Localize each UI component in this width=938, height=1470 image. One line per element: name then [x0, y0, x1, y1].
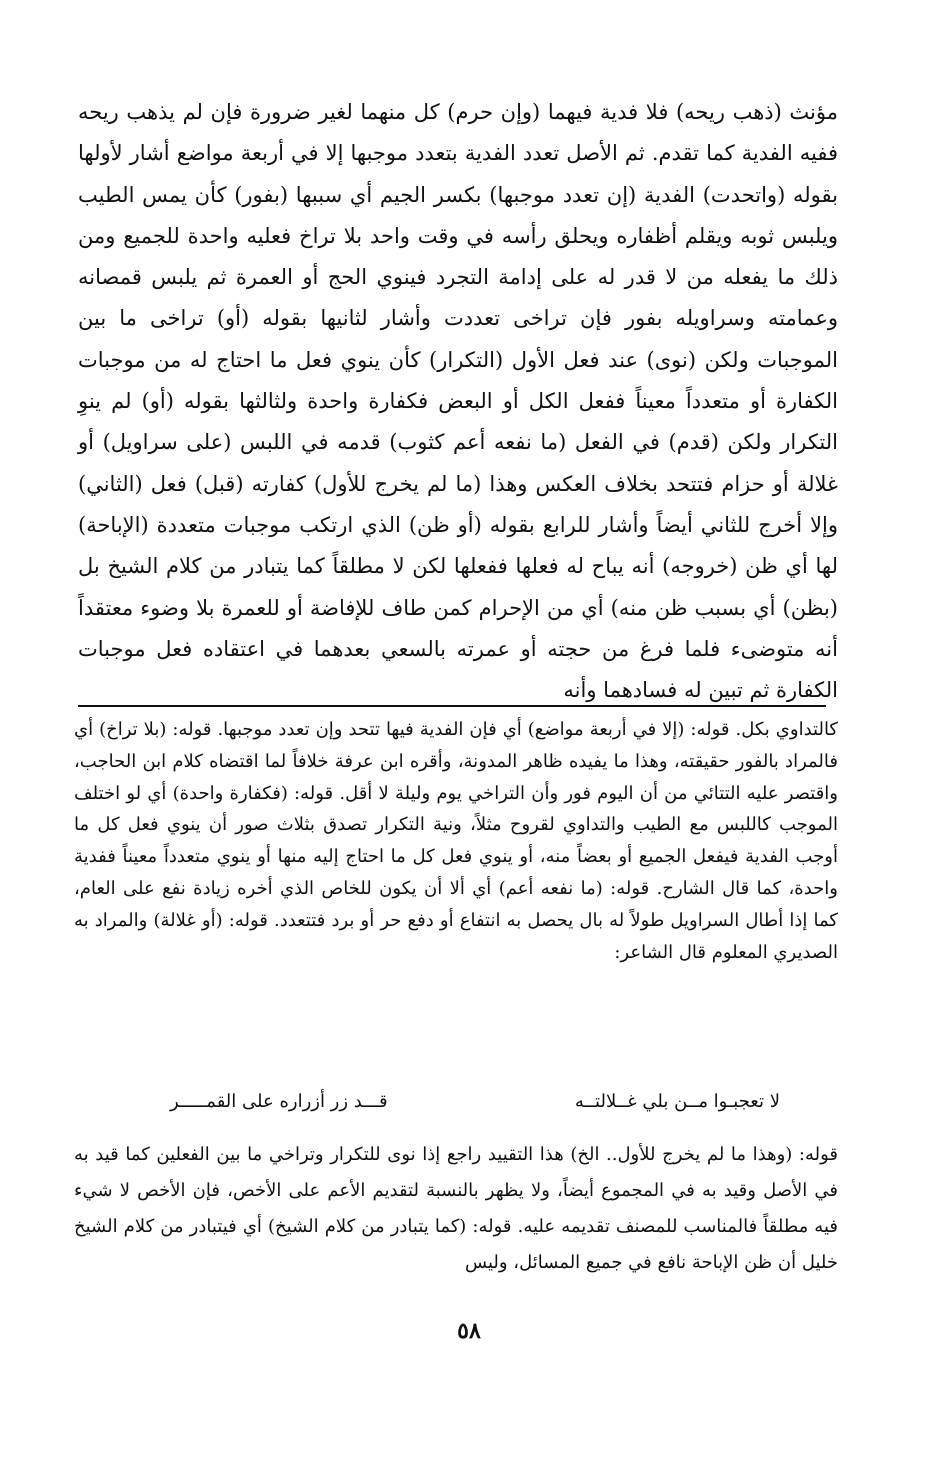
- main-text-block: [78, 92, 838, 711]
- footnotes-block: [74, 714, 838, 968]
- footnote-separator-line: [78, 705, 826, 707]
- footnotes-block-continued: [74, 1137, 838, 1281]
- verse-second-hemistich: قـــد زر أزراره على القمـــــر: [170, 1091, 388, 1112]
- poetry-verse: [140, 1082, 780, 1122]
- footnote-paragraph: كالتداوي بكل. قوله: (إلا في أربعة مواضع) أي فإن الفدية فيها تتحد وإن تعدد موجبها. قوله: (بلا تراخ) أي فالمراد بالفور حقيقته، وهذا ما يفيده ظاهر المدونة، وأقره ابن عرفة خلافاً لما اقتضاه كلام ابن الحاجب، واقتصر عليه التتائي من أن اليوم فور وأن التراخي يوم وليلة لا أقل. قوله: (فكفارة واحدة) أي لو اختلف الموجب كاللبس مع الطيب والتداوي لقروح مثلاً، ونية التكرار تصدق بثلاث صور أن ينوي فعل كل ما أوجب الفدية فيفعل الجميع أو بعضاً منه، أو ينوي فعل كل ما احتاج إليه منها أو ينوي متعدداً معيناً ففدية واحدة، كما قال الشارح. قوله: (ما نفعه أعم) أي ألا أن يكون للخاص الذي أخره زيادة نفع على العام، كما إذا أطال السراويل طولاً له بال يحصل به انتفاع أو دفع حر أو برد فتتعدد. قوله: (أو غلالة) والمراد به الصديري المعلوم قال الشاعر:: [74, 719, 838, 963]
- verse-first-hemistich: لا تعجبـوا مــن بلي غــلالتــه: [574, 1091, 780, 1112]
- footnote-paragraph: قوله: (وهذا ما لم يخرج للأول.. الخ) هذا التقييد راجع إذا نوى للتكرار وتراخي ما بين الفعلين كما قيد به في الأصل وقيد به في المجموع أيضاً، ولا يظهر بالنسبة لتقديم الأعم على الأخص، فإن الأخص لا شيء فيه مطلقاً فالمناسب للمصنف تقديمه عليه. قوله: (كما يتبادر من كلام الشيخ) أي فيتبادر من كلام الشيخ خليل أن ظن الإباحة نافع في جميع المسائل، وليس: [74, 1144, 838, 1273]
- main-paragraph: مؤنث (ذهب ريحه) فلا فدية فيهما (وإن حرم) كل منهما لغير ضرورة فإن لم يذهب ريحه ففيه الفدية كما تقدم. ثم الأصل تعدد الفدية بتعدد موجبها إلا في أربعة مواضع أشار لأولها بقوله (واتحدت) الفدية (إن تعدد موجبها) بكسر الجيم أي سببها (بفور) كأن يمس الطيب ويلبس ثوبه ويقلم أظفاره ويحلق رأسه في وقت واحد بلا تراخ فعليه واحدة للجميع ومن ذلك ما يفعله من لا قدر له على إدامة التجرد فينوي الحج أو العمرة ثم يلبس قمصانه وعمامته وسراويله بفور فإن تراخى تعددت وأشار لثانيها بقوله (أو) تراخى ما بين الموجبات ولكن (نوى) عند فعل الأول (التكرار) كأن ينوي فعل ما احتاج له من موجبات الكفارة أو متعدداً معيناً ففعل الكل أو البعض فكفارة واحدة ولثالثها بقوله (أو) لم ينوِ التكرار ولكن (قدم) في الفعل (ما نفعه أعم كثوب) قدمه في اللبس (على سراويل) أو غلالة أو حزام فتتحد بخلاف العكس وهذا (ما لم يخرج للأول) كفارته (قبل) فعل (الثاني) وإلا أخرج للثاني أيضاً وأشار للرابع بقوله (أو ظن) الذي ارتكب موجبات متعددة (الإباحة) لها أي ظن (خروجه) أنه يباح له فعلها ففعلها لكن لا مطلقاً كما يتبادر من كلام الشيخ بل (بظن) أي بسبب ظن منه) أي من الإحرام كمن طاف للإفاضة أو للعمرة بلا وضوء معتقداً أنه متوضىء فلما فرغ من حجته أو عمرته بالسعي بعدهما في اعتقاده فعل موجبات الكفارة ثم تبين له فسادهما وأنه: [78, 100, 838, 703]
- page-number: ٥٨: [457, 1318, 481, 1344]
